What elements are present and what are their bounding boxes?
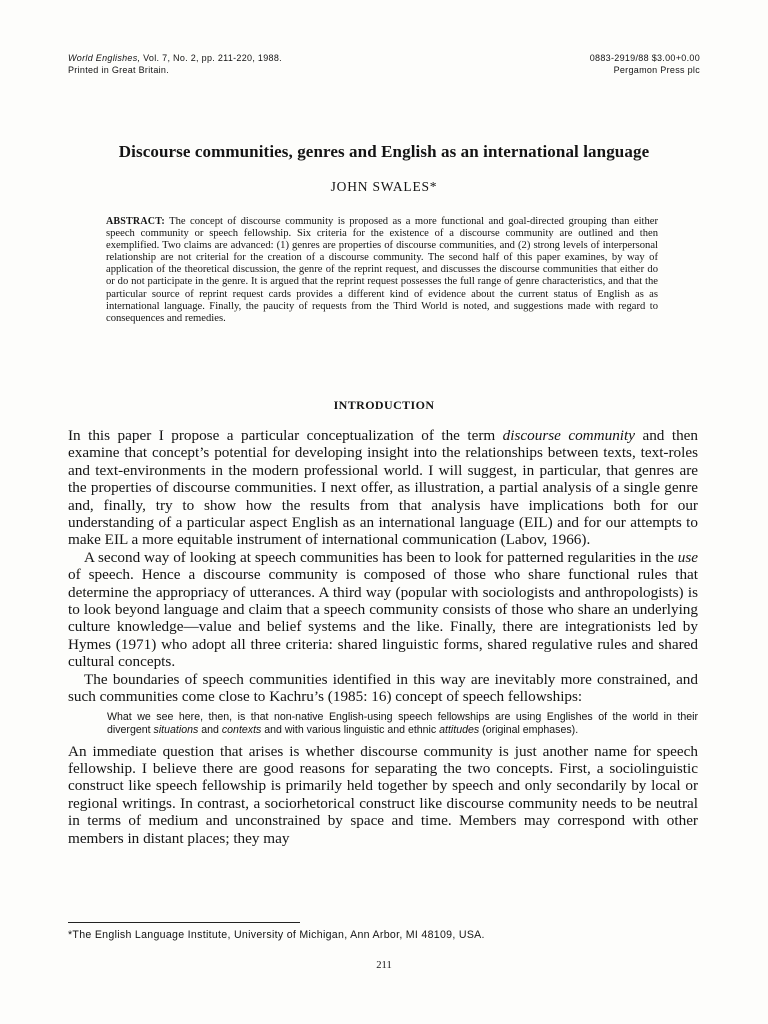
emphasis: attitudes (439, 723, 480, 736)
article-title: Discourse communities, genres and English as an international language (118, 142, 650, 161)
text-run: In this paper I propose a particular conceptualization of the term (68, 427, 503, 444)
paragraph-1 (68, 427, 698, 549)
body-text (68, 427, 698, 847)
section-heading: INTRODUCTION (333, 398, 435, 412)
emphasis: discourse community (502, 427, 635, 444)
page-number: 211 (376, 960, 392, 971)
emphasis: contexts (221, 723, 262, 736)
article-author: JOHN SWALES* (330, 179, 438, 194)
journal-citation (68, 52, 282, 76)
publisher-info (590, 52, 700, 76)
text-run: (original emphases). (479, 723, 579, 736)
block-quote (107, 711, 698, 737)
printed-line: Printed in Great Britain. (68, 65, 170, 75)
abstract-text: The concept of discourse community is proposed as a more functional and goal-directed grouping than either speech community or speech fellowship. Six criteria for the existence of a discourse community are outlined and then exemplified. Two claims are advanced: (1) genres are properties of discourse communities, and (2) strong levels of interpersonal relationship are not criterial for the creation of a discourse community. The second half of this paper examines, by way of application of the theoretical discussion, the genre of the reprint request, and discusses the discourse communities that either do or do not participate in the genre. It is argued that the reprint request possesses the full range of genre characteristics, and that the particular source of reprint request cards provides a different kind of evidence about the current status of English as as international language. Finally, the paucity of requests from the Third World is noted, and suggestions made with regard to consequences and remedies. (106, 216, 658, 324)
text-run: A second way of looking at speech communities has been to look for patterned regularities in the (84, 548, 678, 566)
abstract-label: ABSTRACT: (106, 216, 165, 227)
text-run: What we see here, then, is that non-native English-using speech fellowships are using Englishes of the world in their divergent (107, 710, 698, 736)
paragraph-3: The boundaries of speech communities identified in this way are inevitably more constrained, and such communities come close to Kachru’s (1985: 16) concept of speech fellowships: (68, 670, 698, 706)
emphasis: situations (153, 723, 199, 736)
paragraph-2 (68, 549, 698, 671)
footnote: *The English Language Institute, University of Michigan, Ann Arbor, MI 48109, USA. (68, 929, 485, 941)
abstract (106, 216, 658, 325)
text-run: of speech. Hence a discourse community is composed of those who share functional rules that determine the appropriacy of utterances. A third way (popular with sociologists and anthropologists) is to look beyond language and claim that a speech community consists of those who share an underlying culture knowledge—value and belief systems and the like. Finally, there are integrationists led by Hymes (1971) who adopt all three criteria: shared linguistic forms, shared regulative rules and shared cultural concepts. (68, 566, 698, 671)
text-run: and with various linguistic and ethnic (261, 723, 440, 736)
citation-line (68, 52, 282, 64)
journal-name: World Englishes, (68, 53, 141, 63)
footnote-rule (68, 922, 300, 923)
citation-details: Vol. 7, No. 2, pp. 211-220, 1988. (140, 53, 282, 63)
paragraph-4: An immediate question that arises is whether discourse community is just another name for speech fellowship. I believe there are good reasons for separating the two concepts. First, a sociolinguistic construct like speech fellowship is primarily held together by speech and only secondarily by local or regional writings. In contrast, a sociorhetorical construct like discourse community needs to be neutral in terms of medium and unconstrained by space and time. Members may correspond with other members in distant places; they may (68, 742, 698, 847)
text-run: and (198, 723, 222, 736)
emphasis: use (677, 548, 698, 566)
publisher-name: Pergamon Press plc (613, 65, 700, 75)
issn-price: 0883-2919/88 $3.00+0.00 (589, 53, 700, 63)
text-run: and then examine that concept’s potential for developing insight into the relationships between texts, text-roles and text-environments in the modern professional world. I will suggest, in particular, that genres are the properties of discourse communities. I next offer, as illustration, a partial analysis of a single genre and, finally, try to show how the results from that analysis have implications both for our understanding of a particular aspect English as an international language (EIL) and for our attempts to make EIL a more equitable instrument of international communication (Labov, 1966). (68, 427, 699, 549)
